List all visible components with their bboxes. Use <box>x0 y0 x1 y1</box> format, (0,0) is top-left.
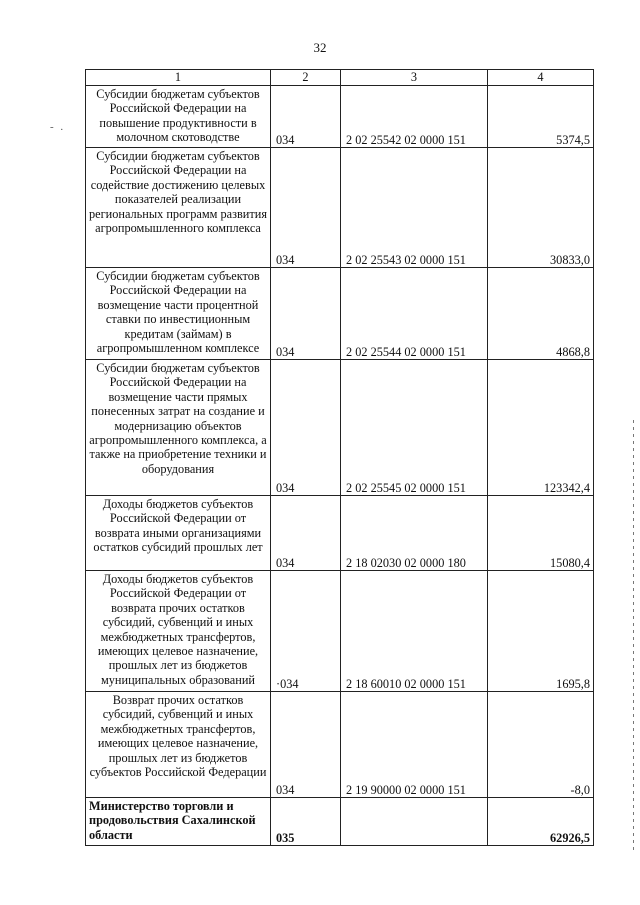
row-classification-code <box>341 798 488 846</box>
header-row <box>86 70 594 86</box>
row-classification-code: 2 02 25543 02 0000 151 <box>341 148 488 268</box>
row-amount: 15080,4 <box>488 496 594 571</box>
row-classification-code: 2 02 25544 02 0000 151 <box>341 268 488 360</box>
row-name: Субсидии бюджетам субъектов Российской Федерации на повышение продуктивности в молочном скотоводстве <box>86 86 271 148</box>
row-admin-code: 034 <box>271 86 341 148</box>
page-number: 32 <box>313 40 327 55</box>
row-admin-code: 034 <box>271 268 341 360</box>
header-col-1: 1 <box>86 70 271 86</box>
row-name: Субсидии бюджетам субъектов Российской Федерации на содействие достижению целевых показателей реализации региональных программ развития агропромышленного комплекса <box>86 148 271 268</box>
row-classification-code: 2 19 90000 02 0000 151 <box>341 692 488 798</box>
scan-edge-artifact <box>633 420 634 850</box>
table-row <box>86 268 594 360</box>
row-name: Субсидии бюджетам субъектов Российской Федерации на возмещение части прямых понесенных затрат на создание и модернизацию объектов агропромышленного комплекса, а также на приобретение техники и оборудования <box>86 360 271 496</box>
row-name: Возврат прочих остатков субсидий, субвенций и иных межбюджетных трансфертов, имеющих целевое назначение, прошлых лет из бюджетов субъектов Российской Федерации <box>86 692 271 798</box>
row-amount: -8,0 <box>488 692 594 798</box>
header-col-2: 2 <box>271 70 341 86</box>
header-col-3: 3 <box>341 70 488 86</box>
row-admin-code: 034 <box>271 148 341 268</box>
table-row <box>86 360 594 496</box>
row-admin-code: 034 <box>271 496 341 571</box>
row-classification-code: 2 18 60010 02 0000 151 <box>341 571 488 692</box>
row-amount: 62926,5 <box>488 798 594 846</box>
row-amount: 5374,5 <box>488 86 594 148</box>
row-admin-code: 034 <box>271 692 341 798</box>
row-classification-code: 2 02 25545 02 0000 151 <box>341 360 488 496</box>
row-admin-code: ·034 <box>271 571 341 692</box>
budget-revenue-table <box>85 69 594 846</box>
header-col-4: 4 <box>488 70 594 86</box>
table-row <box>86 86 594 148</box>
table-row <box>86 692 594 798</box>
row-classification-code: 2 02 25542 02 0000 151 <box>341 86 488 148</box>
row-name: Доходы бюджетов субъектов Российской Федерации от возврата иными организациями остатков субсидий прошлых лет <box>86 496 271 571</box>
table-row <box>86 571 594 692</box>
margin-mark: - . <box>50 121 66 133</box>
row-amount: 1695,8 <box>488 571 594 692</box>
table-row <box>86 496 594 571</box>
row-admin-code: 035 <box>271 798 341 846</box>
row-classification-code: 2 18 02030 02 0000 180 <box>341 496 488 571</box>
row-admin-code: 034 <box>271 360 341 496</box>
table-row-ministry-total <box>86 798 594 846</box>
row-amount: 30833,0 <box>488 148 594 268</box>
row-amount: 4868,8 <box>488 268 594 360</box>
row-name: Министерство торговли и продовольствия Сахалинской области <box>86 798 271 846</box>
row-name: Доходы бюджетов субъектов Российской Федерации от возврата прочих остатков субсидий, субвенций и иных межбюджетных трансфертов, имеющих целевое назначение, прошлых лет из бюджетов муниципальных образований <box>86 571 271 692</box>
row-amount: 123342,4 <box>488 360 594 496</box>
table-row <box>86 148 594 268</box>
row-name: Субсидии бюджетам субъектов Российской Федерации на возмещение части процентной ставки по инвестиционным кредитам (займам) в агропромышленном комплексе <box>86 268 271 360</box>
